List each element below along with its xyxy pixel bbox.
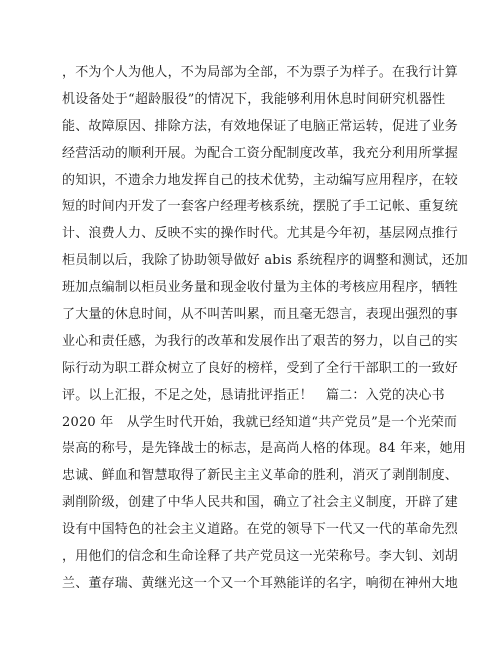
text-line: 短的时间内开发了一套客户经理考核系统，摆脱了手工记帐、重复统: [62, 199, 459, 215]
text-line: 了大量的休息时间，从不叫苦叫累，而且毫无怨言，表现出强烈的事: [62, 307, 459, 323]
text-line: 忠诚、鲜血和智慧取得了新民主主义革命的胜利，消灭了剥削制度、: [62, 468, 459, 484]
text-line: ，用他们的信念和生命诠释了共产党员这一光荣称号。李大钊、刘胡: [62, 549, 459, 565]
text-line: 的知识，不遗余力地发挥自己的技术优势，主动编写应用程序，在较: [62, 172, 459, 188]
text-line: 评。以上汇报，不足之处，恳请批评指正！ 篇二：入党的决心书: [62, 387, 445, 403]
text-line: 班加点编制以柜员业务量和现金收付量为主体的考核应用程序，牺牲: [62, 280, 459, 296]
text-line: 崇高的称号，是先锋战士的标志，是高尚人格的体现。84 年来，她用: [62, 441, 467, 457]
text-line: 2020 年 从学生时代开始，我就已经知道“共产党员”是一个光荣而: [62, 414, 458, 430]
body-text: [62, 60, 468, 598]
text-line: 能、故障原因、排除方法，有效地保证了电脑正常运转，促进了业务: [62, 118, 459, 134]
text-line: ，不为个人为他人，不为局部为全部，不为票子为样子。在我行计算: [62, 65, 459, 80]
text-line: 剥削阶级，创建了中华人民共和国，确立了社会主义制度，开辟了建: [62, 495, 459, 511]
text-line: 经营活动的顺利开展。为配合工资分配制度改革，我充分利用所掌握: [62, 145, 459, 161]
text-line: 际行动为职工群众树立了良好的榜样，受到了全行干部职工的一致好: [62, 360, 459, 376]
text-line: 业心和责任感，为我行的改革和发展作出了艰苦的努力，以自己的实: [62, 333, 459, 349]
text-line: 设有中国特色的社会主义道路。在党的领导下一代又一代的革命先烈: [62, 522, 459, 538]
text-line: 柜员制以后，我除了协助领导做好 abis 系统程序的调整和测试，还加: [62, 253, 468, 269]
text-line: 计、浪费人力、反映不实的操作时代。尤其是今年初，基层网点推行: [62, 226, 459, 242]
text-line: 兰、董存瑞、黄继光这一个又一个耳熟能详的名字，响彻在神州大地: [62, 575, 459, 591]
text-line: 机设备处于“超龄服役”的情况下，我能够利用休息时间研究机器性: [62, 91, 446, 107]
